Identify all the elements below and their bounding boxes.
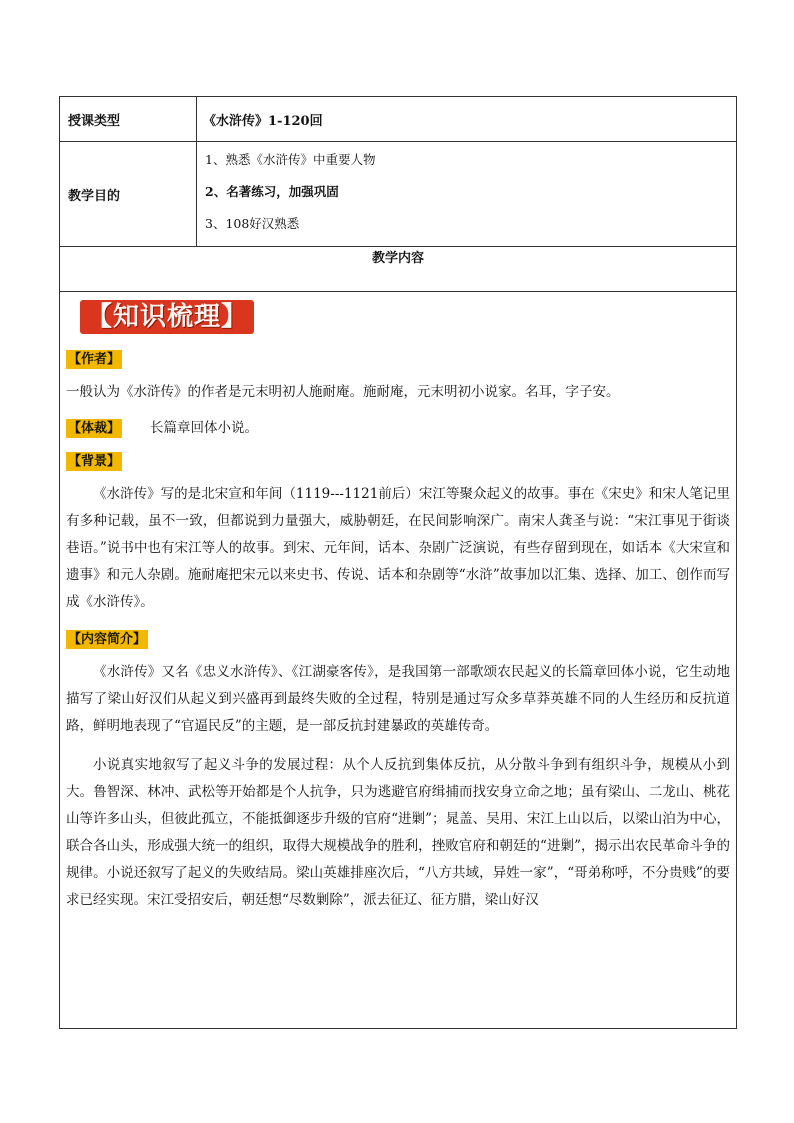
summary-paragraph: 小说真实地叙写了起义斗争的发展过程：从个人反抗到集体反抗，从分散斗争到有组织斗争，规模从小到大。鲁智深、林冲、武松等开始都是个人抗争，只为逃避官府缉捕而找安身立命之地；虽有梁山、二龙山、桃花山等许多山头，但彼此孤立，不能抵御逐步升级的官府“进剿”；晁盖、吴用、宋江上山以后，以梁山泊为中心，联合各山头，形成强大统一的组织，取得大规模战争的胜利，挫败官府和朝廷的“进剿”，揭示出农民革命斗争的规律。小说还叙写了起义的失败结局。梁山英雄排座次后，“八方共域，异姓一家”，“哥弟称呼，不分贵贱”的要求已经实现。宋江受招安后，朝廷想“尽数剿除”，派去征辽、征方腊，梁山好汉: [66, 757, 730, 908]
goal-item: 2、名著练习，加强巩固: [205, 184, 339, 199]
teaching-goal-row: [60, 142, 737, 247]
content-cell: [60, 292, 737, 1029]
content-row: [60, 292, 737, 1029]
genre-section: [66, 416, 730, 438]
genre-tag: 【体裁】: [68, 421, 121, 436]
teaching-goal-label: 教学目的: [60, 142, 197, 247]
content-body: [60, 292, 736, 1028]
background-text: 《水浒传》写的是北宋宣和年间（1119---1121前后）宋江等聚众起义的故事。事在《宋史》和宋人笔记里有多种记载，虽不一致，但都说到力量强大，威胁朝廷，在民间影响深广。南宋人龚圣与说：“宋江事见于街谈巷语。”说书中也有宋江等人的故事。到宋、元年间，话本、杂剧广泛演说，有些存留到现在，如话本《大宋宣和遗事》和元人杂剧。施耐庵把宋元以来史书、传说、话本和杂剧等“水浒”故事加以汇集、选择、加工、创作而写成《水浒传》。: [66, 486, 730, 610]
lesson-plan-table: [59, 96, 737, 1029]
genre-text: 长篇章回体小说。: [150, 420, 259, 436]
background-section: [66, 450, 730, 616]
goal-item: 1、熟悉《水浒传》中重要人物: [205, 152, 376, 167]
author-tag: 【作者】: [68, 352, 121, 367]
lesson-type-label: 授课类型: [60, 97, 197, 142]
content-header: 教学内容: [60, 247, 737, 292]
goal-list: [197, 142, 736, 246]
lesson-type-row: [60, 97, 737, 142]
author-text: 一般认为《水浒传》的作者是元末明初人施耐庵。施耐庵，元末明初小说家。名耳，字子安。: [66, 384, 620, 400]
goal-item: 3、108好汉熟悉: [205, 216, 300, 231]
summary-tag: 【内容简介】: [68, 632, 147, 647]
content-header-row: [60, 247, 737, 292]
summary-paragraph: 《水浒传》又名《忠义水浒传》、《江湖豪客传》，是我国第一部歌颂农民起义的长篇章回体小说，它生动地描写了梁山好汉们从起义到兴盛再到最终失败的全过程，特别是通过写众多草莽英雄不同的人生经历和反抗道路，鲜明地表现了“官逼民反”的主题，是一部反抗封建暴政的英雄传奇。: [66, 664, 730, 734]
author-section: [66, 348, 730, 406]
knowledge-banner: 【知识梳理】: [80, 300, 254, 334]
summary-section: [66, 628, 730, 914]
background-tag: 【背景】: [68, 454, 121, 469]
teaching-goal-cell: [197, 142, 737, 247]
lesson-type-value: 《水浒传》1-120回: [197, 97, 737, 142]
